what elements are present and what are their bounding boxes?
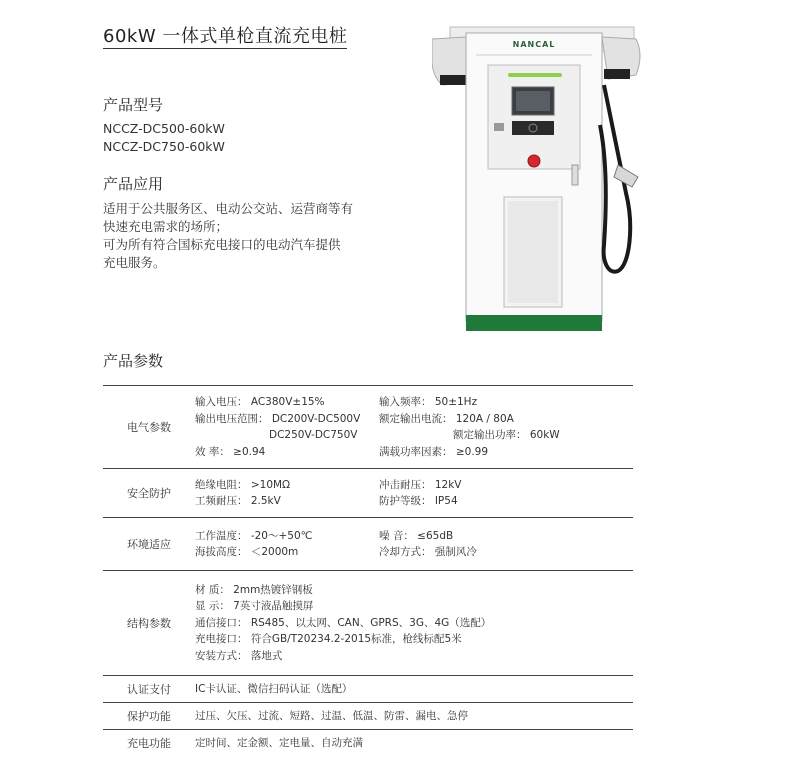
model-heading: 产品型号 [103,96,164,114]
application-heading: 产品应用 [103,175,164,193]
spec-row-auth [103,676,633,703]
spec-value: 输入频率： 50±1Hz [379,396,478,408]
charger-base [466,315,602,331]
spec-row-protection [103,703,633,730]
spec-category: 安全防护 [127,487,171,500]
spec-value: 材 质： 2mm热镀锌钢板 [195,583,313,596]
spec-value: 显 示： 7英寸液晶触摸屏 [195,600,314,613]
lower-window-glass [508,201,558,303]
spec-value: 冲击耐压： 12kV [379,478,462,491]
page-title: 60kW 一体式单枪直流充电桩 [103,26,348,47]
spec-value: 满载功率因素： ≥0.99 [379,445,489,458]
spec-row-safety [103,469,633,518]
spec-value: DC250V-DC750V [269,429,358,441]
card-reader [512,121,554,135]
model-item: NCCZ-DC500-60kW [103,121,225,136]
spec-value: 绝缘电阻： >10MΩ [195,478,291,491]
application-text [103,200,353,272]
spec-value: 工作温度： -20～+50℃ [195,529,313,542]
application-line: 可为所有符合国标充电接口的电动汽车提供 [103,237,341,252]
spec-row-electrical [103,385,633,469]
spec-row-structure [103,571,633,676]
model-item: NCCZ-DC750-60kW [103,139,225,154]
charging-gun [614,165,638,187]
spec-value: 过压、欠压、过流、短路、过温、低温、防雷、漏电、急停 [195,709,468,722]
door-handle [572,165,578,185]
spec-value: 防护等级： IP54 [379,495,458,507]
params-heading: 产品参数 [103,352,164,370]
spec-category: 结构参数 [127,617,171,630]
spec-value: 输出电压范围： DC200V-DC500V [195,412,361,425]
screen-glass [516,91,550,111]
right-holster-mount [604,69,630,79]
spec-value: IC卡认证、微信扫码认证（选配） [195,682,353,695]
control-panel [488,65,580,169]
spec-value: 通信接口： RS485、以太网、CAN、GPRS、3G、4G（选配） [195,616,492,629]
spec-value: 效 率： ≥0.94 [195,445,266,458]
spec-value: 充电接口： 符合GB/T20234.2-2015标准，枪线标配5米 [195,633,462,646]
spec-category: 认证支付 [127,683,171,696]
spec-value: 海拔高度： ＜2000m [195,546,299,558]
panel-button [494,123,504,131]
spec-value: 额定输出功率： 60kW [453,429,560,441]
spec-value: 定时间、定金额、定电量、自动充满 [195,736,363,749]
spec-row-charging [103,730,633,756]
application-line: 适用于公共服务区、电动公交站、运营商等有 [103,201,354,216]
spec-category: 保护功能 [127,710,171,723]
spec-value: 冷却方式： 强制风冷 [379,546,477,558]
spec-value: 额定输出电流： 120A / 80A [379,412,514,425]
model-list [103,120,225,156]
spec-table [103,385,633,756]
charger-illustration [432,25,652,335]
spec-row-environment [103,518,633,571]
left-holster-mount [440,75,466,85]
spec-category: 电气参数 [127,421,171,434]
spec-value: 安装方式： 落地式 [195,649,283,662]
spec-category: 环境适应 [127,538,171,551]
emergency-stop-button [528,155,540,167]
spec-value: 输入电压： AC380V±15% [195,396,325,408]
application-line: 快速充电需求的场所； [103,219,229,234]
spec-category: 充电功能 [127,737,171,750]
title-underline [103,48,347,49]
brand-logo: NANCAL [512,40,556,49]
spec-value: 工频耐压： 2.5kV [195,495,281,507]
status-indicator [508,73,562,77]
application-line: 充电服务。 [103,255,166,270]
spec-value: 噪 音： ≤65dB [379,529,454,542]
